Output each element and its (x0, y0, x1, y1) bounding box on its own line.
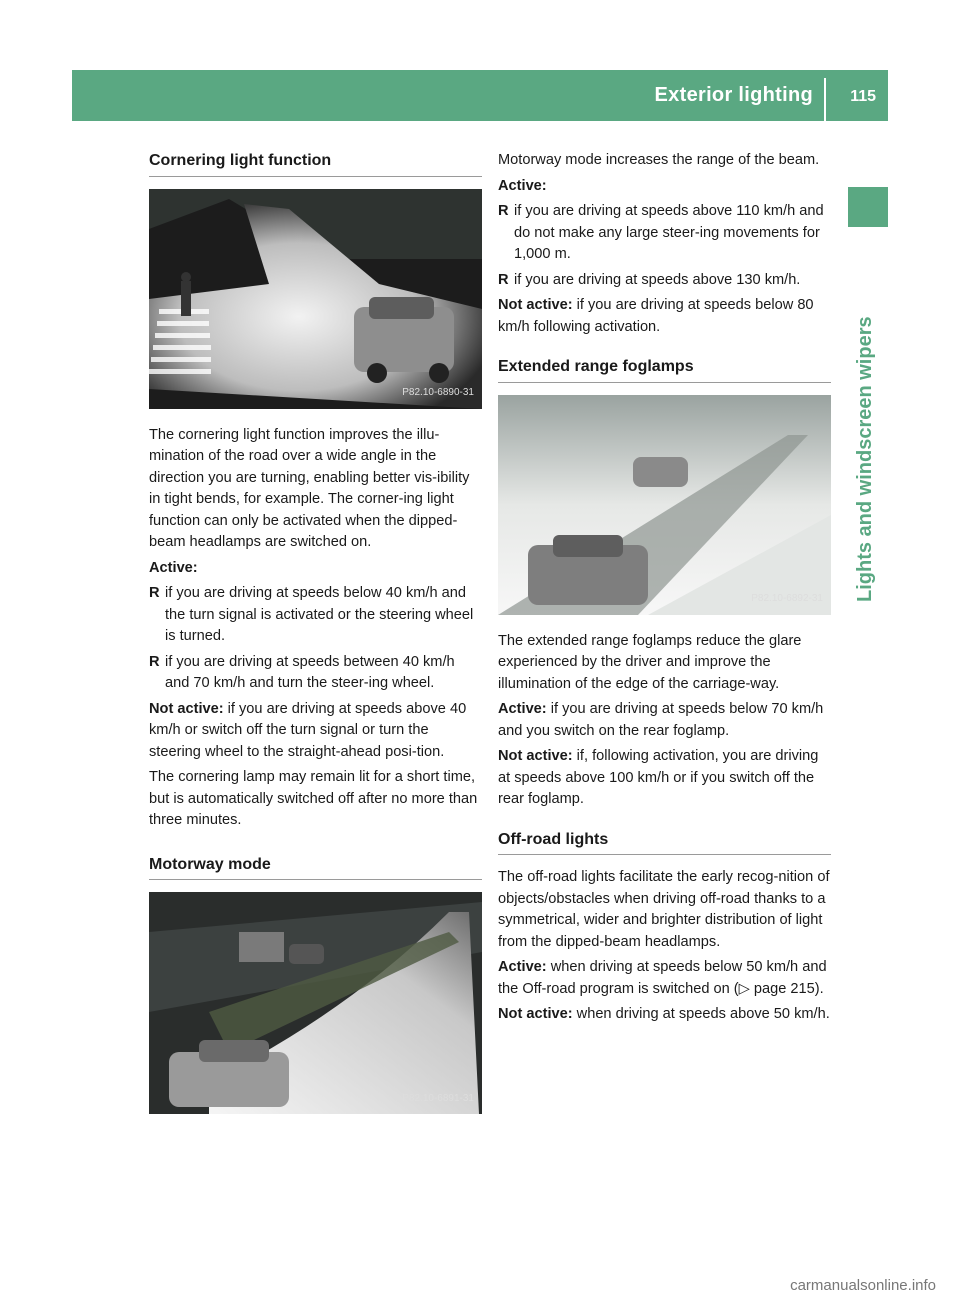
list-item: R if you are driving at speeds between 40 km/h and 70 km/h and turn the steer-ing wheel. (149, 653, 455, 691)
watermark: carmanualsonline.info (790, 1277, 936, 1294)
cornering-note: The cornering lamp may remain lit for a short time, but is automatically switched off after no more than three minutes. (149, 769, 478, 828)
image-code: P82.10-6892-31 (751, 593, 823, 604)
offroad-active: Active: when driving at speeds below 50 km/h and the Off-road program is switched on (▷ page 215). (498, 959, 827, 997)
bullet-marker: R (498, 271, 509, 288)
offroad-not-active: Not active: when driving at speeds above 50 km/h. (498, 1006, 830, 1022)
motorway-not-active: Not active: if you are driving at speeds below 80 km/h following activation. (498, 297, 814, 335)
list-item: R if you are driving at speeds above 110 km/h and do not make any large steer-ing movements for 1,000 m. (498, 203, 824, 262)
section-title: Exterior lighting (654, 84, 813, 106)
image-code: P82.10-6891-31 (402, 1092, 474, 1104)
image-code: P82.10-6890-31 (402, 387, 474, 398)
cornering-active-list (149, 583, 482, 695)
chapter-tab-marker (848, 187, 888, 227)
bullet-marker: R (498, 203, 509, 219)
motorway-active-label: Active: (498, 177, 547, 194)
list-item: R if you are driving at speeds above 130 km/h. (498, 270, 831, 292)
header-divider (824, 78, 826, 121)
page-number: 115 (850, 88, 876, 105)
foglamps-illustration (498, 395, 831, 615)
motorway-mode-illustration (149, 892, 482, 1114)
header-bar (72, 70, 888, 121)
foglamps-heading: Extended range foglamps (498, 356, 831, 383)
motorway-heading: Motorway mode (149, 854, 482, 881)
right-column (498, 150, 831, 1030)
foglamps-active: Active: if you are driving at speeds below 70 km/h and you switch on the rear foglamp. (498, 701, 824, 739)
cornering-light-illustration (149, 189, 482, 409)
cornering-not-active: Not active: if you are driving at speeds above 40 km/h or switch off the turn signal or turn the steering wheel to the straight-ahead posi-tion. (149, 700, 467, 760)
cornering-heading: Cornering light function (149, 150, 482, 177)
cornering-active-label: Active: (149, 559, 198, 576)
list-item: R if you are driving at speeds below 40 km/h and the turn signal is activated or the steering wheel is turned. (149, 585, 474, 644)
motorway-intro: Motorway mode increases the range of the beam. (498, 152, 820, 168)
foglamps-body: The extended range foglamps reduce the glare experienced by the driver and improve the illumination of the edge of the carriage-way. (498, 632, 802, 692)
foglamps-not-active: Not active: if, following activation, you are driving at speeds above 100 km/h or if you switch off the rear foglamp. (498, 748, 819, 807)
offroad-heading: Off-road lights (498, 829, 831, 856)
chapter-tab-label: Lights and windscreen wipers (854, 316, 876, 602)
bullet-marker: R (149, 653, 160, 670)
left-column (149, 150, 482, 1130)
cornering-body: The cornering light function improves the illu-mination of the road over a wide angle in the direction you are turning, enabling better vis-ibility in tight bends, for example. The corner-ing light function can only be activated when the dipped-beam headlamps are switched on. (149, 426, 470, 550)
motorway-active-list (498, 201, 831, 291)
bullet-marker: R (149, 585, 160, 601)
chapter-tab (848, 187, 888, 1152)
offroad-body: The off-road lights facilitate the early recog-nition of objects/obstacles when driving off-road thanks to a symmetrical, wider and brighter distribution of light from the dipped-beam headlamps. (498, 869, 830, 950)
